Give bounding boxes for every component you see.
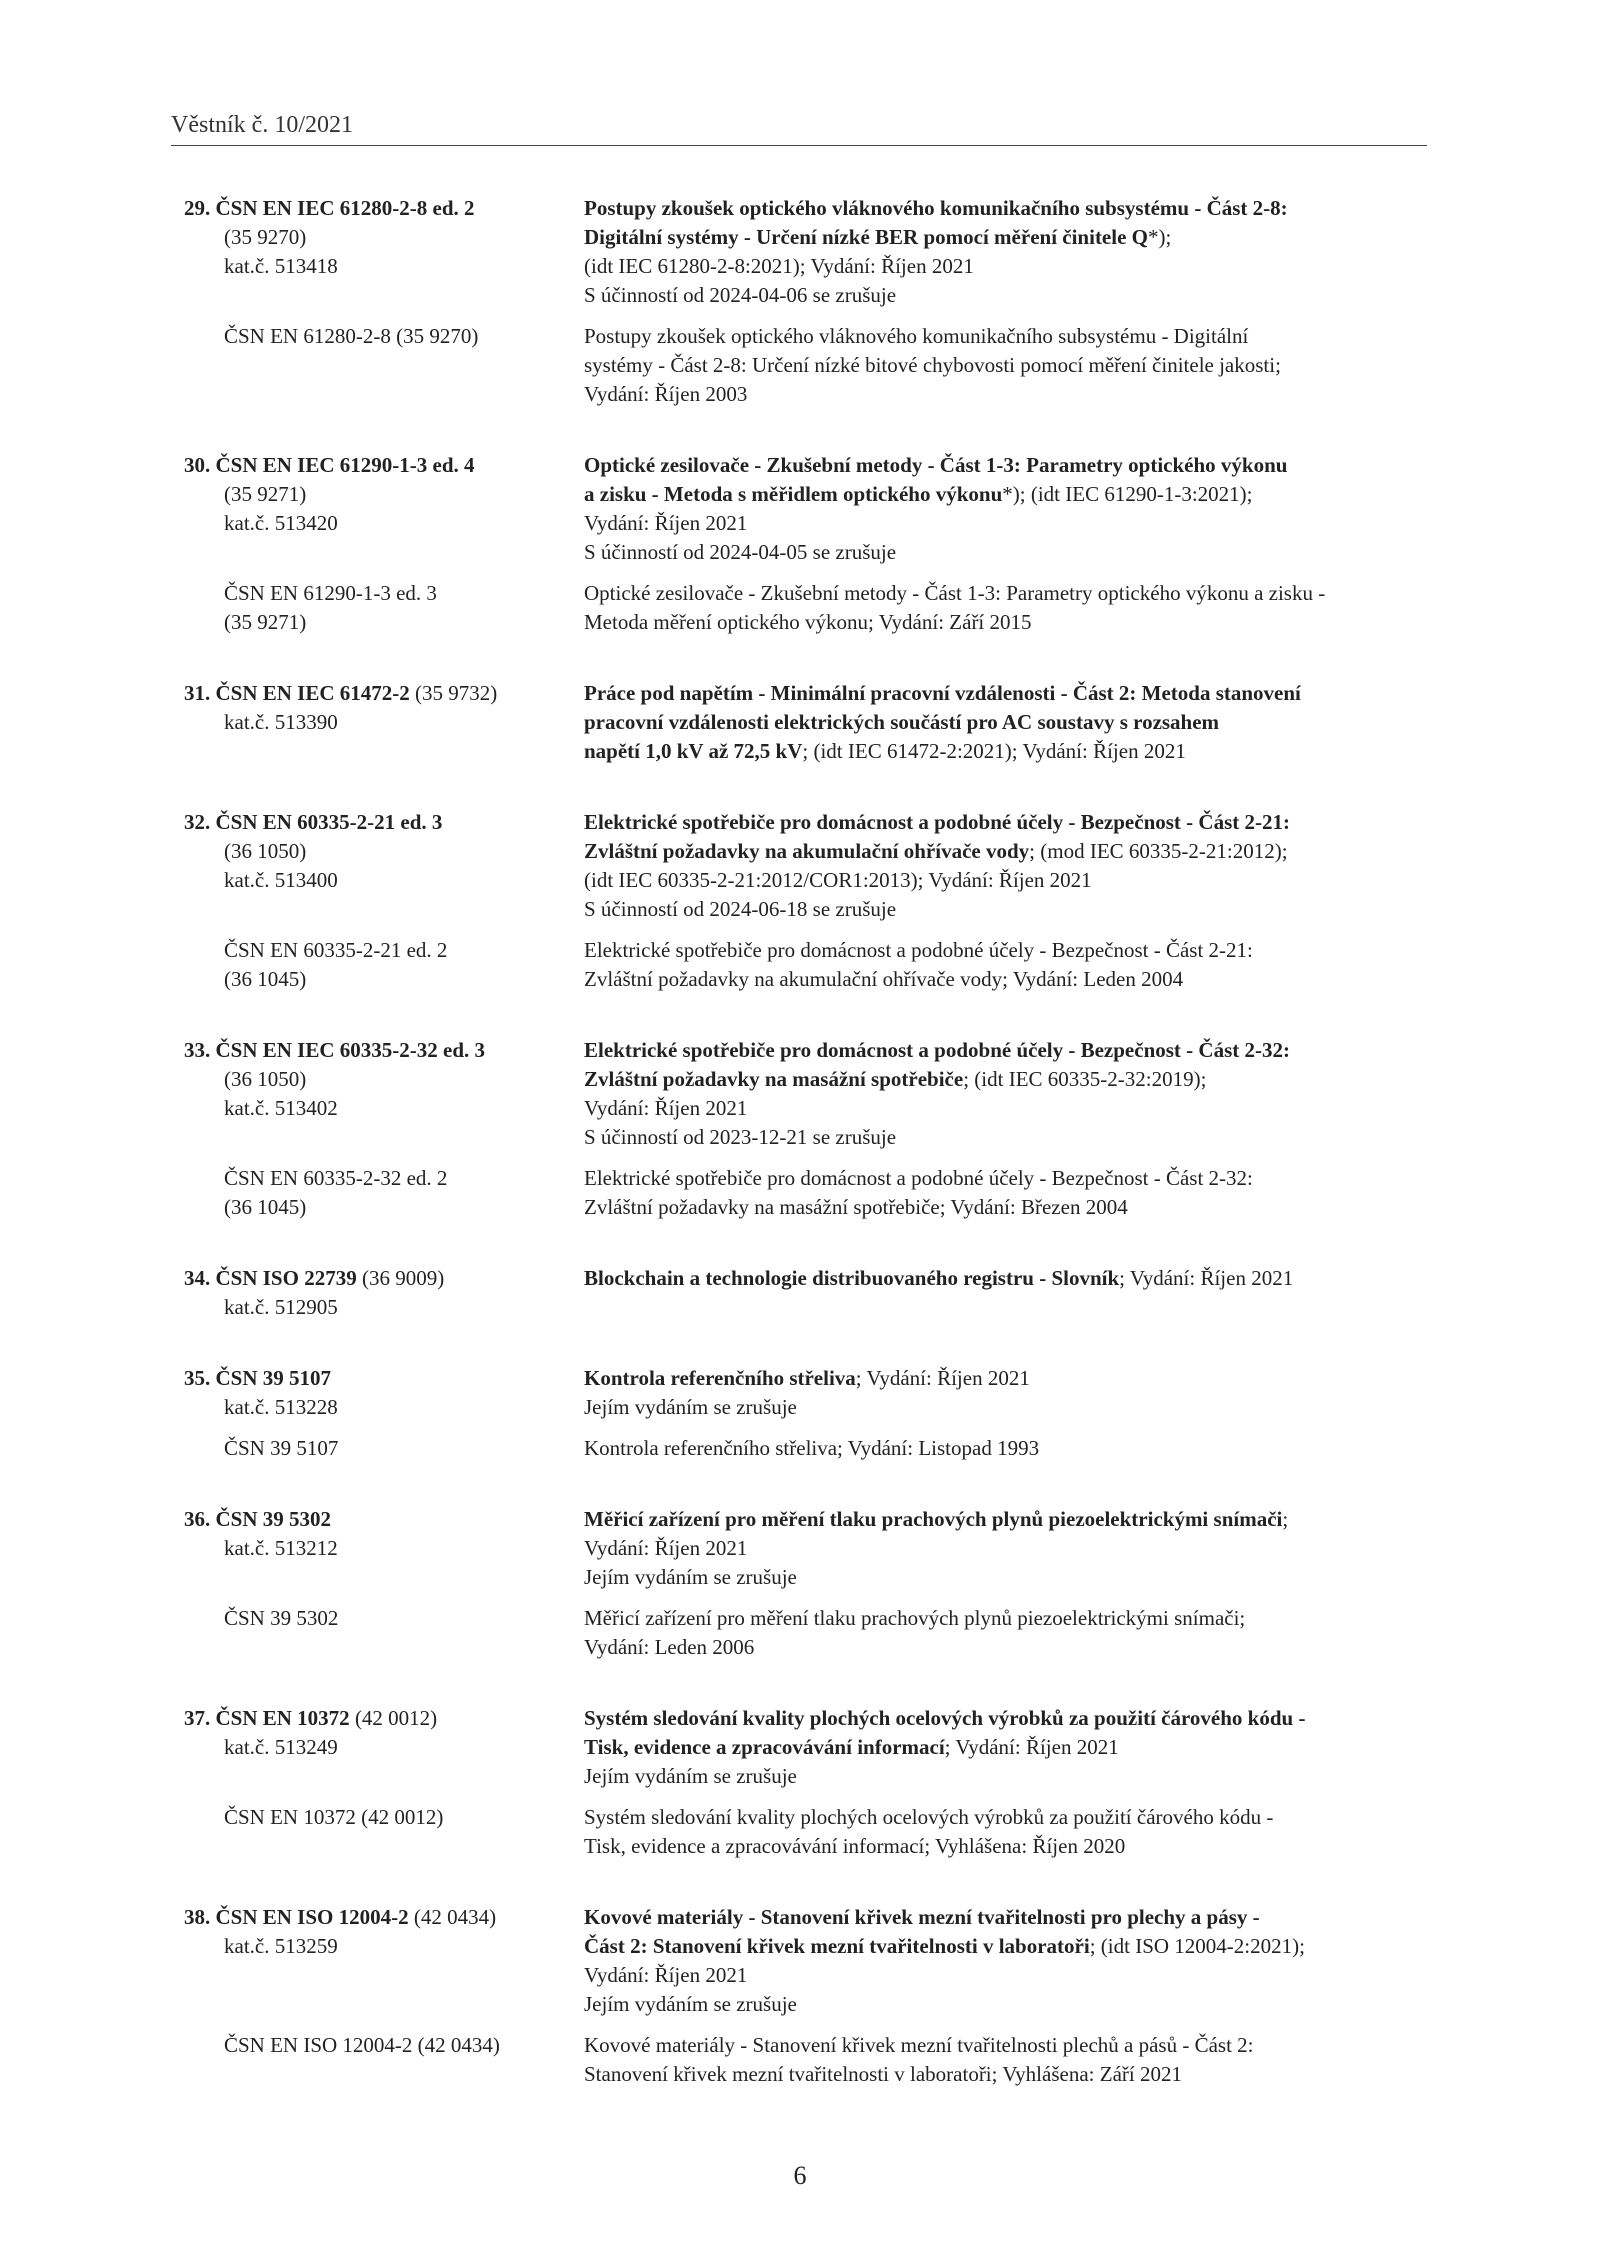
page-number: 6 (793, 2161, 807, 2190)
new-standard-title-line: S účinností od 2024-04-06 se zrušuje (584, 283, 897, 307)
new-standard-title-line: pracovní vzdálenosti elektrických součástí pro AC soustavy s rozsahem (584, 710, 1220, 734)
new-standard-designation (184, 451, 584, 567)
standard-entry (184, 808, 1424, 994)
replaced-standard-title-line: Optické zesilovače - Zkušební metody - Část 1-3: Parametry optického výkonu a zisku - (584, 581, 1326, 605)
new-standard-designation (184, 1505, 584, 1592)
new-standard-title-line: Postupy zkoušek optického vláknového komunikačního subsystému - Část 2-8: (584, 196, 1288, 220)
new-standard-block (184, 1903, 1424, 2019)
new-standard-designation-line: (36 1050) (224, 1067, 307, 1091)
replaced-standard-designation-line: ČSN EN 60335-2-32 ed. 2 (224, 1166, 448, 1190)
new-standard-designation-line: 38. ČSN EN ISO 12004-2 (42 0434) (184, 1905, 497, 1929)
new-standard-title-line: (idt IEC 60335-2-21:2012/COR1:2013); Vydání: Říjen 2021 (584, 868, 1092, 892)
new-standard-designation-line: 33. ČSN EN IEC 60335-2-32 ed. 3 (184, 1038, 486, 1062)
standard-entry (184, 451, 1424, 637)
replaced-standard-designation-line: (36 1045) (224, 1195, 307, 1219)
replaced-standard-designation-line: ČSN EN 60335-2-21 ed. 2 (224, 938, 448, 962)
replaced-standard-designation-line: ČSN 39 5107 (224, 1436, 339, 1460)
new-standard-block (184, 808, 1424, 924)
replaced-standard-title-line: Metoda měření optického výkonu; Vydání: Září 2015 (584, 610, 1032, 634)
standards-list (184, 194, 1424, 2131)
new-standard-designation-line: (35 9271) (224, 482, 307, 506)
new-standard-title-line: Měřicí zařízení pro měření tlaku prachových plynů piezoelektrickými snímači; (584, 1507, 1289, 1531)
replaced-standard-block (184, 1164, 1424, 1222)
new-standard-title-line: Zvláštní požadavky na akumulační ohřívače vody; (mod IEC 60335-2-21:2012); (584, 839, 1288, 863)
replaced-standard-designation-line: (36 1045) (224, 967, 307, 991)
new-standard-designation (184, 194, 584, 310)
replaced-standard-title-line: Vydání: Leden 2006 (584, 1635, 755, 1659)
new-standard-title-line: S účinností od 2024-06-18 se zrušuje (584, 897, 897, 921)
replaced-standard-title (584, 1604, 1424, 1662)
new-standard-designation (184, 1903, 584, 2019)
replaced-standard-block (184, 1604, 1424, 1662)
new-standard-title (584, 1704, 1424, 1791)
new-standard-title-line: Jejím vydáním se zrušuje (584, 1565, 797, 1589)
new-standard-designation-line: (36 1050) (224, 839, 307, 863)
replaced-standard-title-line: systémy - Část 2-8: Určení nízké bitové chybovosti pomocí měření činitele jakosti; (584, 353, 1281, 377)
new-standard-block (184, 1704, 1424, 1791)
replaced-standard-block (184, 936, 1424, 994)
new-standard-title-line: Jejím vydáním se zrušuje (584, 1764, 797, 1788)
replaced-standard-designation (184, 1164, 584, 1222)
new-standard-designation-line: 34. ČSN ISO 22739 (36 9009) (184, 1266, 445, 1290)
new-standard-title-line: Elektrické spotřebiče pro domácnost a podobné účely - Bezpečnost - Část 2-32: (584, 1038, 1290, 1062)
replaced-standard-designation (184, 322, 584, 409)
standard-entry (184, 1264, 1424, 1322)
new-standard-title-line: Zvláštní požadavky na masážní spotřebiče; (idt IEC 60335-2-32:2019); (584, 1067, 1207, 1091)
standard-entry (184, 679, 1424, 766)
new-standard-designation (184, 1364, 584, 1422)
new-standard-block (184, 1264, 1424, 1322)
new-standard-designation-line: kat.č. 513402 (224, 1096, 338, 1120)
new-standard-designation-line: kat.č. 513418 (224, 254, 338, 278)
new-standard-designation-line: 31. ČSN EN IEC 61472-2 (35 9732) (184, 681, 498, 705)
replaced-standard-designation-line: ČSN EN 61290-1-3 ed. 3 (224, 581, 437, 605)
replaced-standard-designation (184, 936, 584, 994)
replaced-standard-designation-line: ČSN 39 5302 (224, 1606, 339, 1630)
new-standard-title-line: Blockchain a technologie distribuovaného registru - Slovník; Vydání: Říjen 2021 (584, 1266, 1294, 1290)
new-standard-block (184, 1364, 1424, 1422)
replaced-standard-title-line: Tisk, evidence a zpracovávání informací; Vyhlášena: Říjen 2020 (584, 1834, 1126, 1858)
new-standard-title-line: Tisk, evidence a zpracovávání informací; Vydání: Říjen 2021 (584, 1735, 1119, 1759)
new-standard-designation-line: 32. ČSN EN 60335-2-21 ed. 3 (184, 810, 443, 834)
bulletin-header-title: Věstník č. 10/2021 (171, 112, 353, 138)
new-standard-title-line: Jejím vydáním se zrušuje (584, 1395, 797, 1419)
new-standard-designation-line: 30. ČSN EN IEC 61290-1-3 ed. 4 (184, 453, 475, 477)
standard-entry (184, 1505, 1424, 1662)
replaced-standard-title-line: Zvláštní požadavky na akumulační ohřívače vody; Vydání: Leden 2004 (584, 967, 1184, 991)
replaced-standard-designation (184, 579, 584, 637)
new-standard-title (584, 679, 1424, 766)
new-standard-designation-line: kat.č. 513259 (224, 1934, 338, 1958)
new-standard-title-line: (idt IEC 61280-2-8:2021); Vydání: Říjen 2021 (584, 254, 974, 278)
new-standard-designation-line: 37. ČSN EN 10372 (42 0012) (184, 1706, 438, 1730)
new-standard-block (184, 1036, 1424, 1152)
replaced-standard-designation (184, 1604, 584, 1662)
new-standard-designation (184, 1036, 584, 1152)
new-standard-designation (184, 679, 584, 766)
replaced-standard-title (584, 2031, 1424, 2089)
new-standard-designation-line: kat.č. 512905 (224, 1295, 338, 1319)
replaced-standard-designation (184, 1434, 584, 1463)
replaced-standard-title-line: Elektrické spotřebiče pro domácnost a podobné účely - Bezpečnost - Část 2-21: (584, 938, 1253, 962)
replaced-standard-title (584, 1434, 1424, 1463)
new-standard-title-line: Vydání: Říjen 2021 (584, 1536, 748, 1560)
new-standard-title-line: Část 2: Stanovení křivek mezní tvařitelnosti v laboratoři; (idt ISO 12004-2:2021); (584, 1934, 1305, 1958)
replaced-standard-title-line: Zvláštní požadavky na masážní spotřebiče; Vydání: Březen 2004 (584, 1195, 1128, 1219)
new-standard-title (584, 451, 1424, 567)
header-divider (171, 145, 1427, 146)
new-standard-title (584, 1903, 1424, 2019)
new-standard-title-line: Práce pod napětím - Minimální pracovní vzdálenosti - Část 2: Metoda stanovení (584, 681, 1301, 705)
new-standard-title-line: Vydání: Říjen 2021 (584, 1096, 748, 1120)
replaced-standard-block (184, 322, 1424, 409)
new-standard-designation-line: kat.č. 513212 (224, 1536, 338, 1560)
new-standard-designation (184, 1704, 584, 1791)
replaced-standard-block (184, 1434, 1424, 1463)
standard-entry (184, 1704, 1424, 1861)
new-standard-title-line: Jejím vydáním se zrušuje (584, 1992, 797, 2016)
new-standard-designation-line: kat.č. 513249 (224, 1735, 338, 1759)
replaced-standard-designation-line: ČSN EN 61280-2-8 (35 9270) (224, 324, 479, 348)
replaced-standard-title-line: Postupy zkoušek optického vláknového komunikačního subsystému - Digitální (584, 324, 1249, 348)
new-standard-block (184, 1505, 1424, 1592)
new-standard-title-line: napětí 1,0 kV až 72,5 kV; (idt IEC 61472-2:2021); Vydání: Říjen 2021 (584, 739, 1186, 763)
replaced-standard-block (184, 2031, 1424, 2089)
replaced-standard-designation (184, 2031, 584, 2089)
new-standard-title-line: a zisku - Metoda s měřidlem optického výkonu*); (idt IEC 61290-1-3:2021); (584, 482, 1253, 506)
new-standard-designation-line: 29. ČSN EN IEC 61280-2-8 ed. 2 (184, 196, 475, 220)
replaced-standard-designation (184, 1803, 584, 1861)
new-standard-title (584, 808, 1424, 924)
new-standard-title (584, 1364, 1424, 1422)
replaced-standard-title-line: Systém sledování kvality plochých ocelových výrobků za použití čárového kódu - (584, 1805, 1274, 1829)
replaced-standard-title (584, 936, 1424, 994)
replaced-standard-title-line: Stanovení křivek mezní tvařitelnosti v laboratoři; Vyhlášena: Září 2021 (584, 2062, 1182, 2086)
new-standard-title-line: Systém sledování kvality plochých ocelových výrobků za použití čárového kódu - (584, 1706, 1306, 1730)
replaced-standard-title-line: Elektrické spotřebiče pro domácnost a podobné účely - Bezpečnost - Část 2-32: (584, 1166, 1253, 1190)
new-standard-title (584, 194, 1424, 310)
replaced-standard-designation-line: (35 9271) (224, 610, 307, 634)
replaced-standard-designation-line: ČSN EN 10372 (42 0012) (224, 1805, 444, 1829)
replaced-standard-designation-line: ČSN EN ISO 12004-2 (42 0434) (224, 2033, 500, 2057)
replaced-standard-title-line: Kontrola referenčního střeliva; Vydání: Listopad 1993 (584, 1436, 1040, 1460)
replaced-standard-block (184, 1803, 1424, 1861)
new-standard-block (184, 194, 1424, 310)
replaced-standard-title (584, 579, 1424, 637)
replaced-standard-title-line: Kovové materiály - Stanovení křivek mezní tvařitelnosti plechů a pásů - Část 2: (584, 2033, 1254, 2057)
new-standard-title-line: Optické zesilovače - Zkušební metody - Část 1-3: Parametry optického výkonu (584, 453, 1288, 477)
new-standard-title-line: Vydání: Říjen 2021 (584, 511, 748, 535)
new-standard-title-line: S účinností od 2023-12-21 se zrušuje (584, 1125, 897, 1149)
new-standard-block (184, 451, 1424, 567)
new-standard-title-line: S účinností od 2024-04-05 se zrušuje (584, 540, 897, 564)
new-standard-designation (184, 808, 584, 924)
replaced-standard-title (584, 1803, 1424, 1861)
new-standard-designation-line: 36. ČSN 39 5302 (184, 1507, 332, 1531)
replaced-standard-title (584, 1164, 1424, 1222)
new-standard-designation-line: kat.č. 513400 (224, 868, 338, 892)
replaced-standard-title-line: Vydání: Říjen 2003 (584, 382, 748, 406)
new-standard-designation-line: (35 9270) (224, 225, 307, 249)
new-standard-designation-line: 35. ČSN 39 5107 (184, 1366, 332, 1390)
new-standard-title (584, 1505, 1424, 1592)
standard-entry (184, 1364, 1424, 1463)
standard-entry (184, 194, 1424, 409)
new-standard-designation-line: kat.č. 513390 (224, 710, 338, 734)
new-standard-title (584, 1264, 1424, 1322)
new-standard-designation-line: kat.č. 513420 (224, 511, 338, 535)
replaced-standard-title (584, 322, 1424, 409)
new-standard-title-line: Kovové materiály - Stanovení křivek mezní tvařitelnosti pro plechy a pásy - (584, 1905, 1260, 1929)
replaced-standard-title-line: Měřicí zařízení pro měření tlaku prachových plynů piezoelektrickými snímači; (584, 1606, 1246, 1630)
new-standard-title-line: Vydání: Říjen 2021 (584, 1963, 748, 1987)
new-standard-designation (184, 1264, 584, 1322)
new-standard-title-line: Elektrické spotřebiče pro domácnost a podobné účely - Bezpečnost - Část 2-21: (584, 810, 1290, 834)
new-standard-designation-line: kat.č. 513228 (224, 1395, 338, 1419)
standard-entry (184, 1036, 1424, 1222)
new-standard-title-line: Kontrola referenčního střeliva; Vydání: Říjen 2021 (584, 1366, 1030, 1390)
new-standard-title-line: Digitální systémy - Určení nízké BER pomocí měření činitele Q*); (584, 225, 1172, 249)
new-standard-block (184, 679, 1424, 766)
new-standard-title (584, 1036, 1424, 1152)
standard-entry (184, 1903, 1424, 2089)
replaced-standard-block (184, 579, 1424, 637)
